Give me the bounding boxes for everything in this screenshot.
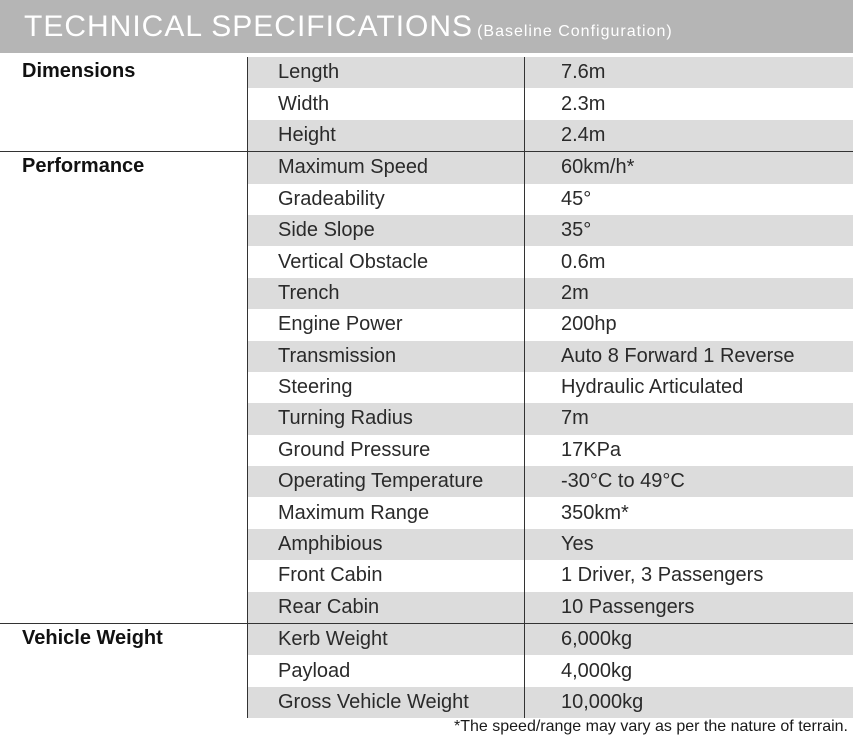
parameter-name: Width [248, 88, 525, 119]
category-cell [0, 57, 248, 151]
footnote: *The speed/range may vary as per the nature of terrain. [454, 718, 848, 735]
table-row [248, 529, 853, 560]
parameter-name: Side Slope [248, 215, 525, 246]
parameter-value: -30°C to 49°C [561, 470, 685, 493]
parameter-value: 4,000kg [561, 659, 633, 682]
parameter-name: Amphibious [248, 529, 525, 560]
table-row [248, 403, 853, 434]
table-row [248, 592, 853, 623]
parameter-value: 10 Passengers [561, 595, 695, 618]
spec-group [0, 152, 853, 624]
table-row [248, 184, 853, 215]
parameter-value: 200hp [561, 313, 617, 336]
table-row [248, 246, 853, 277]
parameter-value: 7.6m [561, 61, 606, 84]
table-row [248, 278, 853, 309]
spec-rows [248, 152, 853, 623]
table-row [248, 655, 853, 686]
table-row [248, 309, 853, 340]
table-row [248, 57, 853, 88]
parameter-name: Payload [248, 655, 525, 686]
category-cell [0, 624, 248, 718]
table-row [248, 624, 853, 655]
parameter-value: 2.3m [561, 92, 606, 115]
table-row [248, 215, 853, 246]
title-banner [0, 0, 853, 53]
parameter-name: Front Cabin [248, 560, 525, 591]
table-row [248, 687, 853, 718]
category-label: Dimensions [22, 60, 136, 82]
parameter-name: Kerb Weight [248, 624, 525, 655]
table-row [248, 152, 853, 183]
spec-group [0, 57, 853, 152]
table-row [248, 435, 853, 466]
parameter-value: 17KPa [561, 438, 622, 461]
parameter-value: 350km* [561, 501, 629, 524]
category-label: Vehicle Weight [22, 627, 163, 650]
category-label: Performance [22, 155, 145, 178]
parameter-name: Transmission [248, 341, 525, 372]
parameter-name: Steering [248, 372, 525, 403]
parameter-value: 7m [561, 407, 589, 430]
title-text: TECHNICAL SPECIFICATIONS [24, 10, 474, 43]
parameter-name: Gradeability [248, 184, 525, 215]
parameter-name: Maximum Range [248, 497, 525, 528]
parameter-value: 60km/h* [561, 156, 635, 179]
category-cell [0, 152, 248, 623]
parameter-value: 35° [561, 219, 592, 242]
parameter-name: Length [248, 57, 525, 88]
table-row [248, 341, 853, 372]
spec-group [0, 624, 853, 718]
parameter-value: 0.6m [561, 250, 606, 273]
table-row [248, 372, 853, 403]
table-row [248, 560, 853, 591]
parameter-name: Engine Power [248, 309, 525, 340]
page-title [24, 10, 673, 49]
parameter-value: Yes [561, 533, 594, 556]
table-row [248, 88, 853, 119]
parameter-name: Height [248, 120, 525, 151]
parameter-value: Auto 8 Forward 1 Reverse [561, 344, 795, 367]
parameter-value: 1 Driver, 3 Passengers [561, 564, 764, 587]
spec-rows [248, 624, 853, 718]
parameter-value: 2.4m [561, 123, 606, 146]
parameter-name: Rear Cabin [248, 592, 525, 623]
parameter-value: 45° [561, 187, 592, 210]
parameter-value: 2m [561, 281, 589, 304]
parameter-name: Ground Pressure [248, 435, 525, 466]
parameter-value: 6,000kg [561, 628, 633, 651]
table-row [248, 497, 853, 528]
parameter-value: Hydraulic Articulated [561, 376, 744, 399]
spec-rows [248, 57, 853, 151]
parameter-name: Maximum Speed [248, 152, 525, 183]
parameter-value: 10,000kg [561, 691, 644, 713]
parameter-name: Gross Vehicle Weight [248, 687, 525, 718]
page-subtitle: (Baseline Configuration) [477, 23, 673, 40]
table-row [248, 466, 853, 497]
table-row [248, 120, 853, 151]
parameter-name: Vertical Obstacle [248, 246, 525, 277]
parameter-name: Trench [248, 278, 525, 309]
spec-table [0, 57, 853, 718]
parameter-name: Turning Radius [248, 403, 525, 434]
parameter-name: Operating Temperature [248, 466, 525, 497]
